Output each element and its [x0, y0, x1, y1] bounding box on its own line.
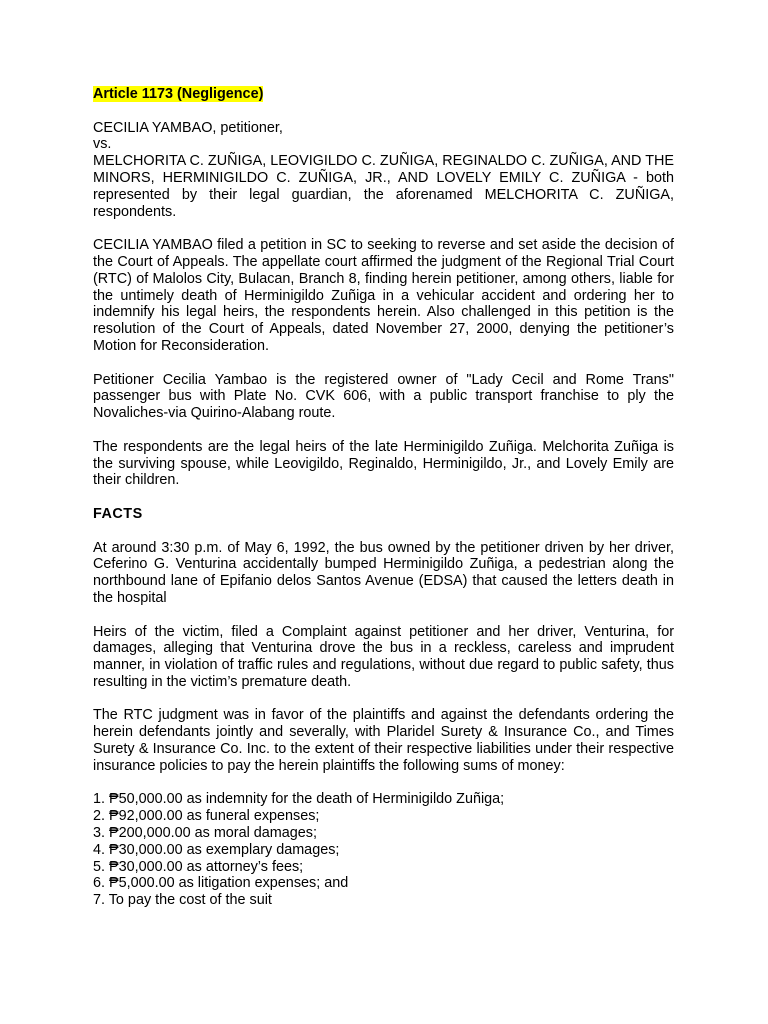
list-item: 2. ₱92,000.00 as funeral expenses; — [93, 808, 320, 825]
list-item: 4. ₱30,000.00 as exemplary damages; — [93, 841, 340, 858]
versus-line: vs. — [93, 136, 112, 153]
facts-heading: FACTS — [93, 505, 143, 522]
list-item: 1. ₱50,000.00 as indemnity for the death of Herminigildo Zuñiga; — [93, 791, 505, 808]
list-item: 6. ₱5,000.00 as litigation expenses; and — [93, 875, 349, 892]
list-item: 7. To pay the cost of the suit — [93, 892, 272, 909]
list-item: 5. ₱30,000.00 as attorney’s fees; — [93, 858, 304, 875]
respondents-text: MELCHORITA C. ZUÑIGA, LEOVIGILDO C. ZUÑIGA, REGINALDO C. ZUÑIGA, AND THE MINORS, HERMINIGILDO C. ZUÑIGA, JR., AND LOVELY EMILY C. ZUÑIGA - both represented by their legal guardian, the aforenamed MELCHORITA C. ZUÑIGA, respondents. — [93, 153, 674, 220]
damages-list — [93, 791, 674, 909]
intro-paragraph-heirs: The respondents are the legal heirs of the late Herminigildo Zuñiga. Melchorita Zuñiga is the surviving spouse, while Leovigildo, Reginaldo, Herminigildo, Jr., and Lovely Emily are their children. — [93, 438, 674, 489]
petitioner-line: CECILIA YAMBAO, petitioner, — [93, 119, 283, 136]
intro-paragraph-owner: Petitioner Cecilia Yambao is the registered owner of "Lady Cecil and Rome Trans" passenger bus with Plate No. CVK 606, with a public transport franchise to ply the Novaliches-via Quirino-Alabang route. — [93, 371, 674, 422]
case-parties — [93, 120, 674, 221]
list-item: 3. ₱200,000.00 as moral damages; — [93, 825, 317, 842]
facts-paragraph-complaint: Heirs of the victim, filed a Complaint against petitioner and her driver, Venturina, for damages, alleging that Venturina drove the bus in a reckless, careless and imprudent manner, in violation of traffic rules and regulations, without due regard to public safety, thus resulting in the victim’s premature death. — [93, 623, 674, 690]
document-body — [93, 86, 674, 909]
facts-paragraph-accident: At around 3:30 p.m. of May 6, 1992, the bus owned by the petitioner driven by her driver, Ceferino G. Venturina accidentally bumped Herminigildo Zuñiga, a pedestrian along the northbound lane of Epifanio delos Santos Avenue (EDSA) that caused the letters death in the hospital — [93, 539, 674, 606]
facts-paragraph-judgment: The RTC judgment was in favor of the plaintiffs and against the defendants ordering the herein defendants jointly and severally, with Plaridel Surety & Insurance Co., and Times Surety & Insurance Co. Inc. to the extent of their respective liabilities under their respective insurance policies to pay the herein plaintiffs the following sums of money: — [93, 707, 674, 774]
intro-paragraph-petition: CECILIA YAMBAO filed a petition in SC to seeking to reverse and set aside the decision of the Court of Appeals. The appellate court affirmed the judgment of the Regional Trial Court (RTC) of Malolos City, Bulacan, Branch 8, finding herein petitioner, among others, liable for the untimely death of Herminigildo Zuñiga in a vehicular accident and ordering her to indemnify his legal heirs, the respondents herein. Also challenged in this petition is the resolution of the Court of Appeals, dated November 27, 2000, denying the petitioner’s Motion for Reconsideration. — [93, 237, 674, 354]
highlighted-title-text: Article 1173 (Negligence) — [93, 86, 264, 102]
document-title — [93, 86, 674, 103]
